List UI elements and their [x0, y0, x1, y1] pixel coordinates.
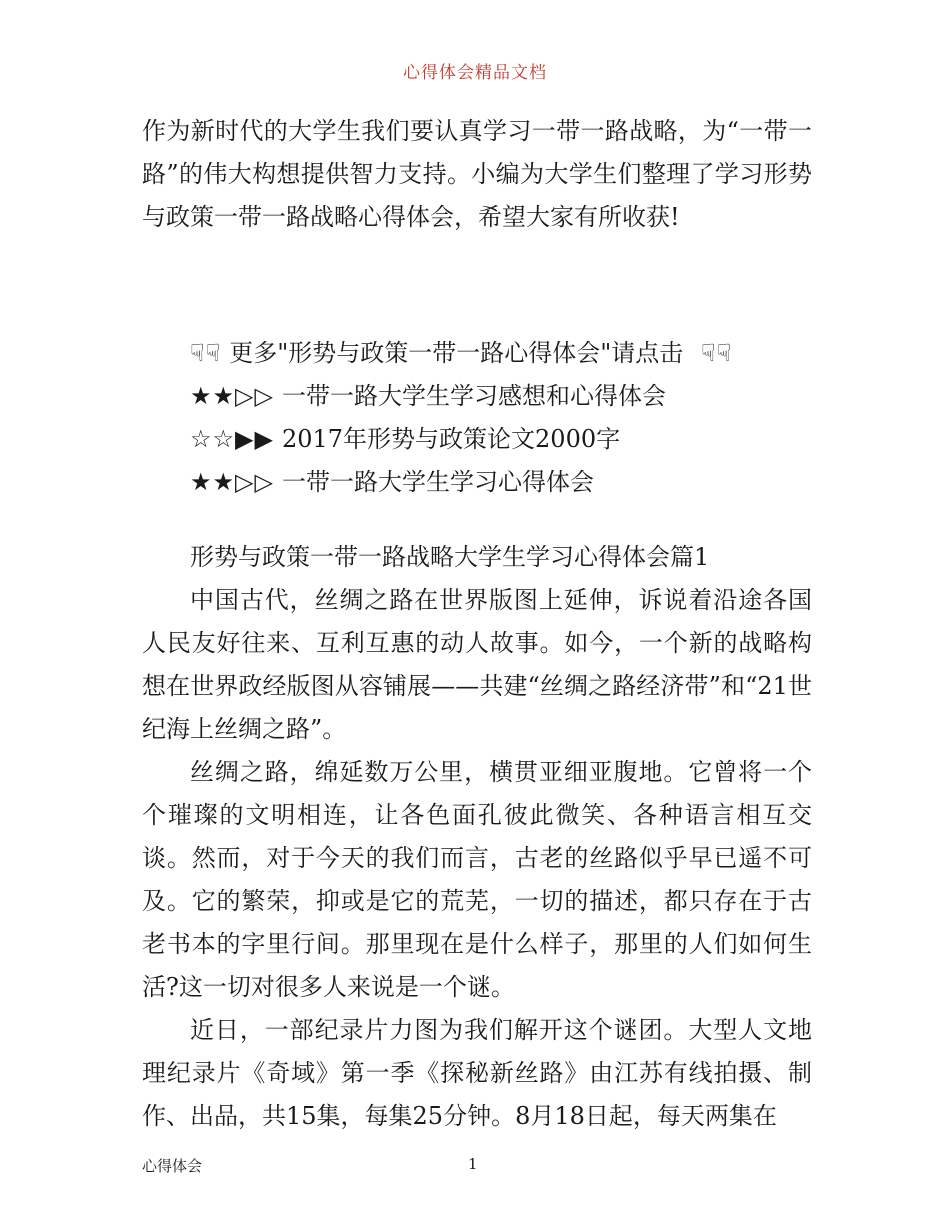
- section-title: 形势与政策一带一路战略大学生学习心得体会篇1: [190, 543, 710, 571]
- related-link-text: 一带一路大学生学习心得体会: [281, 468, 594, 496]
- star-arrow-icon: ☆☆▶▶: [190, 425, 274, 453]
- page-header-title: 心得体会精品文档: [403, 63, 547, 83]
- pointing-hand-icon: ☟☟: [700, 339, 733, 367]
- related-link-item[interactable]: [142, 375, 812, 418]
- related-link-more[interactable]: [142, 332, 812, 375]
- document-body: [142, 110, 812, 1138]
- body-paragraph: 中国古代，丝绸之路在世界版图上延伸，诉说着沿途各国人民友好往来、互利互惠的动人故事。如今，一个新的战略构想在世界政经版图从容铺展——共建“丝绸之路经济带”和“21世纪海上丝绸之路”。: [142, 586, 812, 743]
- related-links-list: [142, 332, 812, 504]
- page-number: 1: [468, 1155, 478, 1173]
- star-arrow-icon: ★★▷▷: [190, 382, 274, 410]
- related-link-text: 一带一路大学生学习感想和心得体会: [281, 382, 666, 410]
- footer-label: 心得体会: [142, 1157, 203, 1175]
- intro-paragraph: 作为新时代的大学生我们要认真学习一带一路战略，为“一带一路”的伟大构想提供智力支持。小编为大学生们整理了学习形势与政策一带一路战略心得体会，希望大家有所收获!: [142, 117, 812, 231]
- related-link-item[interactable]: [142, 461, 812, 504]
- body-paragraph: 丝绸之路，绵延数万公里，横贯亚细亚腹地。它曾将一个个璀璨的文明相连，让各色面孔彼此微笑、各种语言相互交谈。然而，对于今天的我们而言，古老的丝路似乎早已遥不可及。它的繁荣，抑或是它的荒芜，一切的描述，都只存在于古老书本的字里行间。那里现在是什么样子，那里的人们如何生活?这一切对很多人来说是一个谜。: [142, 758, 812, 1001]
- related-link-text: 更多"形势与政策一带一路心得体会"请点击: [229, 339, 684, 367]
- pointing-hand-icon: ☟☟: [190, 339, 222, 367]
- related-link-text: 2017年形势与政策论文2000字: [281, 425, 621, 453]
- related-link-item[interactable]: [142, 418, 812, 461]
- body-paragraph: 近日，一部纪录片力图为我们解开这个谜团。大型人文地理纪录片《奇域》第一季《探秘新丝路》由江苏有线拍摄、制作、出品，共15集，每集25分钟。8月18日起，每天两集在: [142, 1016, 812, 1130]
- star-arrow-icon: ★★▷▷: [190, 468, 274, 496]
